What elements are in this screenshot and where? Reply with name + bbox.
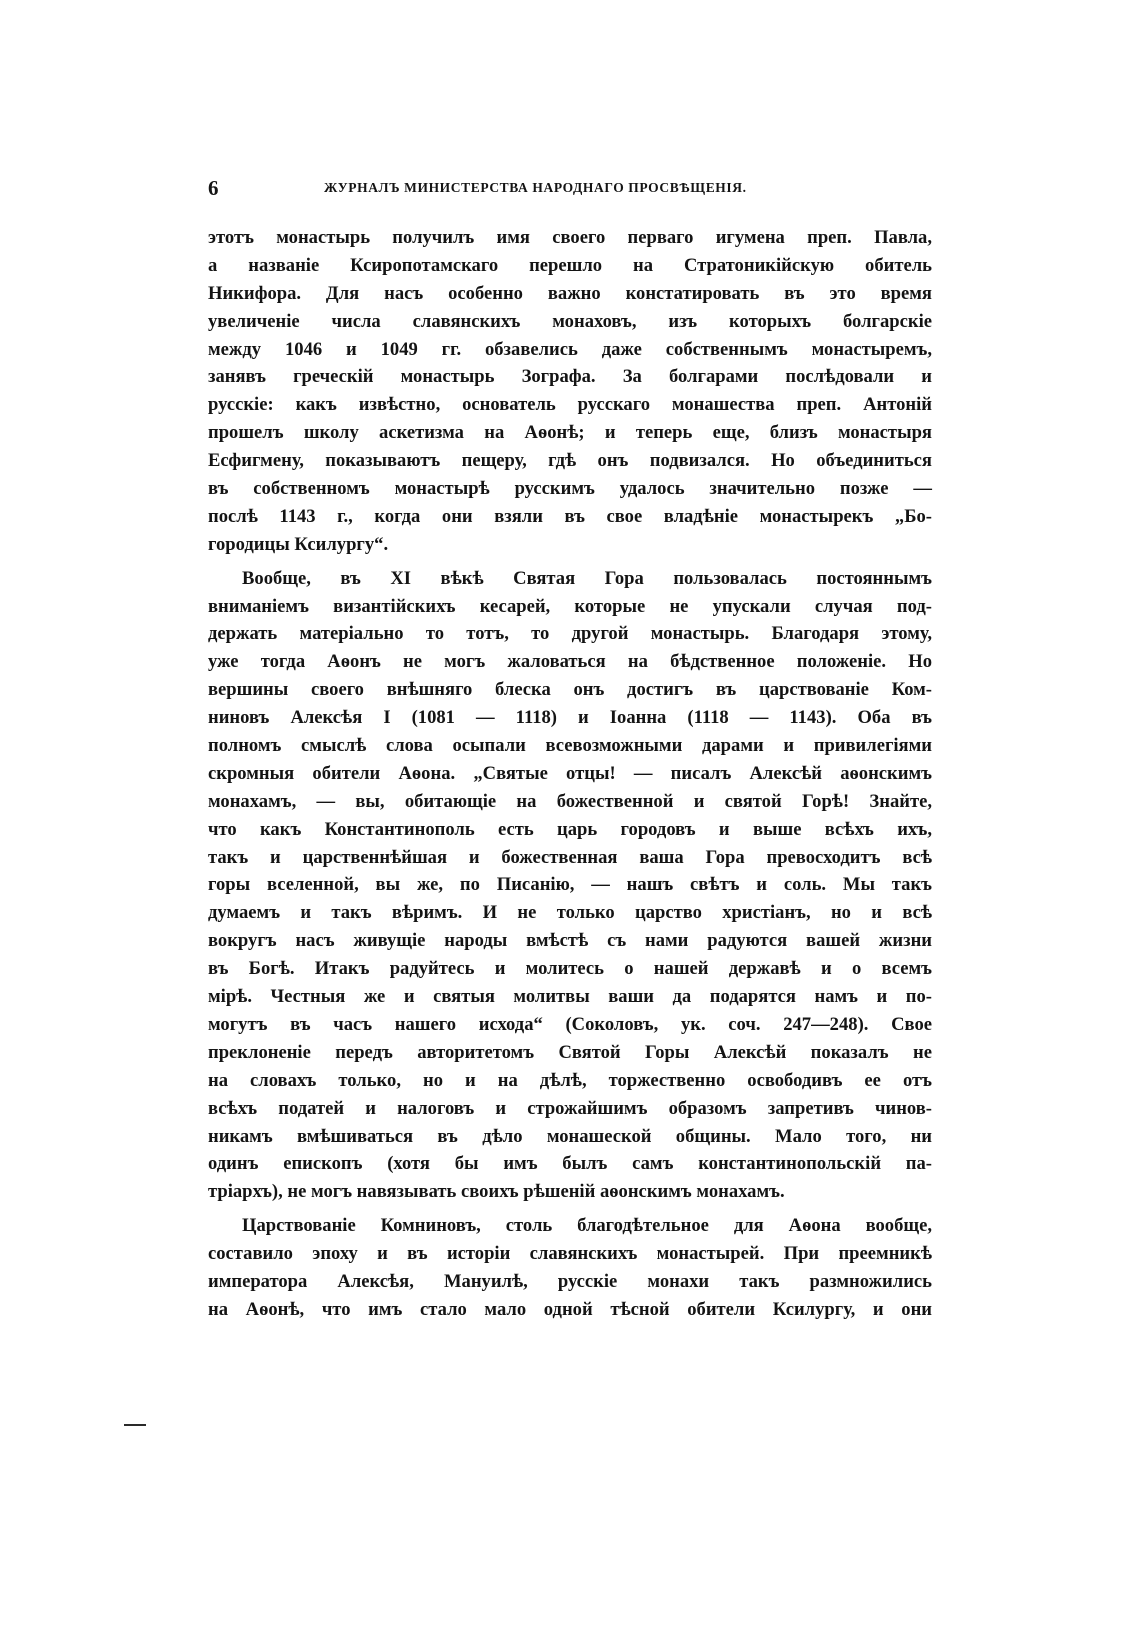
text-line: этотъ монастырь получилъ имя своего перваго игумена преп. Павла,: [208, 227, 932, 248]
text-line: преклоненіе передъ авторитетомъ Святой Горы Алексѣй показалъ не: [208, 1041, 932, 1063]
text-line: вниманіемъ византійскихъ кесарей, которые не упускали случая под-: [208, 595, 932, 617]
text-line: монахамъ, — вы, обитающіе на божественной и святой Горѣ! Знайте,: [208, 790, 932, 812]
text-line: полномъ смыслѣ слова осыпали всевозможными дарами и привилегіями: [208, 735, 932, 757]
text-line: держать матеріально то тотъ, то другой монастырь. Благодаря этому,: [208, 623, 932, 645]
text-line: увеличеніе числа славянскихъ монаховъ, изъ которыхъ болгарскіе: [208, 310, 932, 332]
text-line: между 1046 и 1049 гг. обзавелись даже собственнымъ монастыремъ,: [208, 338, 932, 360]
text-line: на Аѳонѣ, что имъ стало мало одной тѣсной обители Ксилургу, и они: [208, 1298, 932, 1320]
text-line: прошелъ школу аскетизма на Аѳонѣ; и теперь еще, близъ монастыря: [208, 422, 932, 444]
text-line: составило эпоху и въ исторіи славянскихъ монастырей. При преемникѣ: [208, 1243, 932, 1265]
text-line: могутъ въ часъ нашего исхода“ (Соколовъ, ук. соч. 247—248). Свое: [208, 1013, 932, 1035]
text-line: горы вселенной, вы же, по Писанію, — нашъ свѣтъ и соль. Мы такъ: [208, 874, 932, 896]
text-line: императора Алексѣя, Мануилѣ, русскіе монахи такъ размножились: [208, 1270, 932, 1292]
text-line: скромныя обители Аѳона. „Святые отцы! — писалъ Алексѣй аѳонскимъ: [208, 762, 932, 784]
text-line: такъ и царственнѣйшая и божественная ваша Гора превосходитъ всѣ: [208, 846, 932, 868]
text-line: вокругъ насъ живущіе народы вмѣстѣ съ нами радуются вашей жизни: [208, 930, 932, 952]
text-line: въ Богѣ. Итакъ радуйтесь и молитесь о нашей державѣ и о всемъ: [208, 958, 932, 980]
text-line: мірѣ. Честныя же и святыя молитвы ваши да подарятся намъ и по-: [208, 986, 932, 1008]
text-line: Вообще, въ XI вѣкѣ Святая Гора пользовалась постояннымъ: [242, 567, 932, 589]
text-line: Царствованіе Комниновъ, столь благодѣтельное для Аѳона вообще,: [242, 1215, 932, 1237]
paragraph: [208, 1212, 932, 1324]
running-head: ЖУРНАЛЪ МИНИСТЕРСТВА НАРОДНАГО ПРОСВѢЩЕНІЯ.: [324, 180, 747, 195]
text-line: уже тогда Аѳонъ не могъ жаловаться на бѣдственное положеніе. Но: [208, 651, 932, 673]
text-line: вершины своего внѣшняго блеска онъ достигъ въ царствованіе Ком-: [208, 679, 932, 701]
body-text: [208, 224, 932, 1324]
paragraph: [208, 224, 932, 559]
text-line: занявъ греческій монастырь Зографа. За болгарами послѣдовали и: [208, 366, 932, 388]
text-line: на словахъ только, но и на дѣлѣ, торжественно освободивъ ее отъ: [208, 1069, 932, 1091]
text-line: одинъ епископъ (хотя бы имъ былъ самъ константинопольскій па-: [208, 1153, 932, 1175]
text-line: думаемъ и такъ вѣримъ. И не только царство христіанъ, но и всѣ: [208, 902, 932, 924]
text-line: русскіе: какъ извѣстно, основатель русскаго монашества преп. Антоній: [208, 394, 932, 416]
page-number: 6: [208, 176, 219, 200]
text-line: никамъ вмѣшиваться въ дѣло монашеской общины. Мало того, ни: [208, 1125, 932, 1147]
paragraph: [208, 565, 932, 1206]
margin-dash: [124, 1424, 146, 1426]
text-line: что какъ Константинополь есть царь городовъ и выше всѣхъ ихъ,: [208, 818, 932, 840]
page-header: [208, 176, 932, 202]
text-line: послѣ 1143 г., когда они взяли въ свое владѣніе монастырекъ „Бо-: [208, 505, 932, 527]
text-line: всѣхъ податей и налоговъ и строжайшимъ образомъ запретивъ чинов-: [208, 1097, 932, 1119]
text-line: тріархъ), не могъ навязывать своихъ рѣшеній аѳонскимъ монахамъ.: [208, 1181, 785, 1203]
text-line: въ собственномъ монастырѣ русскимъ удалось значительно позже —: [208, 478, 932, 500]
text-line: Есфигмену, показываютъ пещеру, гдѣ онъ подвизался. Но объединиться: [208, 450, 932, 472]
text-line: а названіе Ксиропотамскаго перешло на Стратоникійскую обитель: [208, 254, 932, 276]
text-line: городицы Ксилургу“.: [208, 533, 389, 555]
text-line: ниновъ Алексѣя I (1081 — 1118) и Іоанна (1118 — 1143). Оба въ: [208, 707, 932, 729]
text-line: Никифора. Для насъ особенно важно констатировать въ это время: [208, 282, 932, 304]
